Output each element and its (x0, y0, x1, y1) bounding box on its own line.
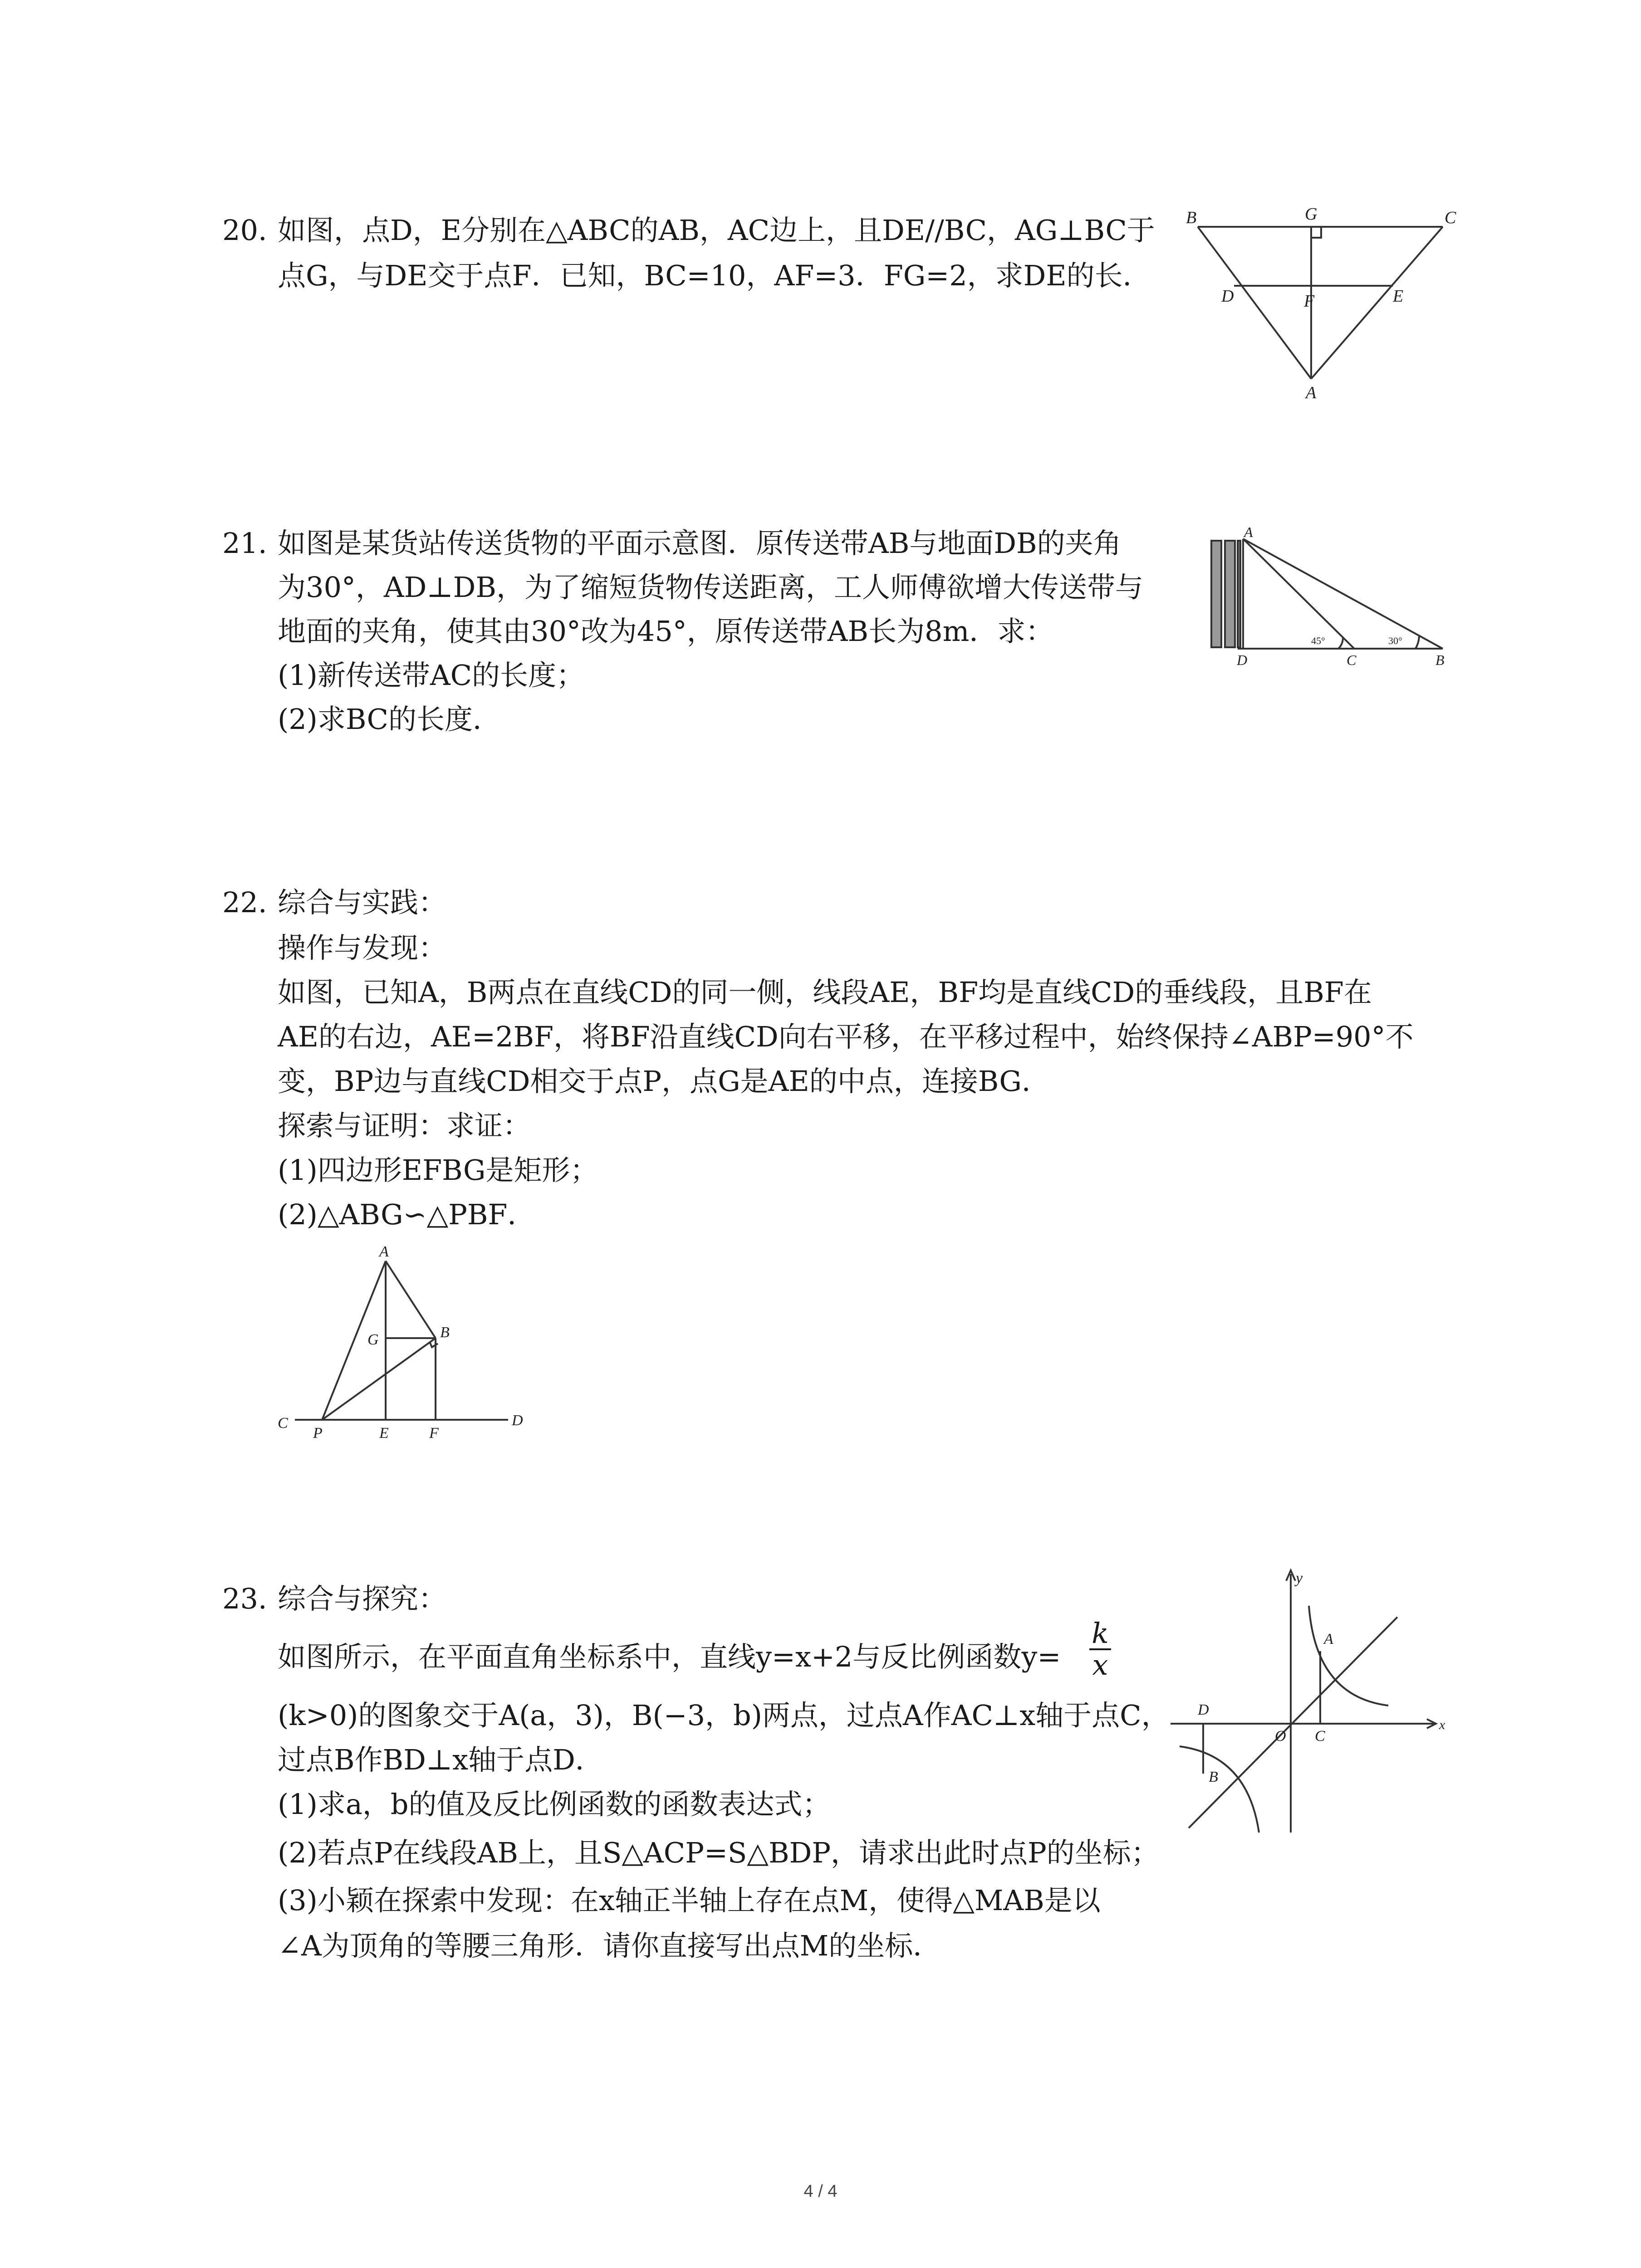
question-number: 21. (222, 527, 267, 560)
question-text-line: 综合与实践： (278, 886, 447, 919)
question-text-line: (2)△ABG∽△PBF． (278, 1198, 536, 1231)
figure-q21-conveyor (1202, 517, 1456, 671)
label-P: P (313, 1425, 323, 1442)
label-A: A (1244, 524, 1253, 540)
question-text-line: 操作与发现： (278, 931, 447, 964)
label-B: B (440, 1324, 450, 1341)
label-A: A (1306, 383, 1317, 399)
label-B: B (1435, 652, 1445, 668)
figure-q23-coordinate-plane (1161, 1560, 1452, 1842)
question-text-line: 探索与证明：求证： (278, 1109, 531, 1142)
page-number: 4 / 4 (803, 2182, 838, 2201)
question-text-line: 地面的夹角，使其由30°改为45°，原传送带AB长为8m．求： (278, 615, 1054, 648)
label-C: C (1315, 1728, 1325, 1745)
label-B: B (1186, 208, 1197, 227)
question-text-line: 点G，与DE交于点F．已知，BC=10，AF=3．FG=2，求DE的长． (278, 259, 1151, 292)
question-text-line: 如图，点D，E分别在△ABC的AB，AC边上，且DE//BC，AG⊥BC于 (278, 214, 1155, 247)
label-y: y (1296, 1570, 1303, 1587)
label-E: E (379, 1425, 389, 1442)
label-D: D (1237, 652, 1248, 668)
label-C: C (1445, 208, 1456, 227)
question-text-line: (k>0)的图象交于A(a，3)，B(−3，b)两点，过点A作AC⊥x轴于点C， (278, 1699, 1170, 1732)
question-text-line: 如图是某货站传送货物的平面示意图．原传送带AB与地面DB的夹角 (278, 527, 1122, 560)
question-text-line: (2)若点P在线段AB上，且S△ACP=S△BDP，请求出此时点P的坐标； (278, 1836, 1159, 1869)
fraction-denominator: x (1092, 1648, 1108, 1681)
label-G: G (1305, 205, 1318, 224)
question-text-line: (2)求BC的长度． (278, 703, 501, 736)
figure-q20-triangle (1180, 200, 1461, 399)
label-C: C (278, 1415, 288, 1432)
label-B: B (1209, 1769, 1218, 1785)
question-text-line: 如图所示，在平面直角坐标系中，直线y=x+2与反比例函数y= (278, 1640, 1061, 1673)
label-x: x (1439, 1717, 1445, 1732)
question-text-line: AE的右边，AE=2BF，将BF沿直线CD向右平移，在平移过程中，始终保持∠ABP=90°不 (278, 1020, 1414, 1053)
question-text-line: (1)新传送带AC的长度； (278, 659, 585, 692)
question-text-line: (3)小颖在探索中发现：在x轴正半轴上存在点M，使得△MAB是以 (278, 1884, 1101, 1917)
label-angle-30: 30° (1388, 635, 1402, 646)
label-A: A (1324, 1631, 1333, 1647)
label-D: D (1221, 287, 1234, 306)
label-angle-45: 45° (1311, 635, 1325, 646)
label-C: C (1347, 652, 1357, 668)
figure-q22-geometry (268, 1238, 540, 1452)
question-text-line: (1)四边形EFBG是矩形； (278, 1154, 598, 1187)
question-text-line: ∠A为顶角的等腰三角形．请你直接写出点M的坐标． (278, 1929, 941, 1962)
label-A: A (379, 1243, 389, 1260)
question-text-line: 过点B作BD⊥x轴于点D． (278, 1743, 603, 1776)
question-text-line: 为30°，AD⊥DB，为了缩短货物传送距离，工人师傅欲增大传送带与 (278, 571, 1143, 604)
label-E: E (1393, 287, 1404, 306)
question-text-line: (1)求a，b的值及反比例函数的函数表达式； (278, 1788, 831, 1821)
fraction-k-over-x (1087, 1619, 1114, 1679)
label-D: D (1198, 1701, 1209, 1718)
question-text-line: 综合与探究： (278, 1582, 447, 1615)
label-F: F (429, 1425, 439, 1442)
question-number: 20. (222, 214, 267, 247)
label-D: D (512, 1412, 523, 1429)
question-text-line: 如图，已知A，B两点在直线CD的同一侧，线段AE，BF均是直线CD的垂线段，且BF在 (278, 976, 1372, 1009)
question-number: 23. (222, 1582, 267, 1615)
label-F: F (1304, 292, 1315, 311)
label-G: G (367, 1331, 379, 1348)
question-number: 22. (222, 886, 267, 919)
question-text-line: 变，BP边与直线CD相交于点P，点G是AE的中点，连接BG． (278, 1065, 1050, 1098)
label-O: O (1275, 1728, 1286, 1745)
fraction-numerator: k (1092, 1617, 1109, 1650)
